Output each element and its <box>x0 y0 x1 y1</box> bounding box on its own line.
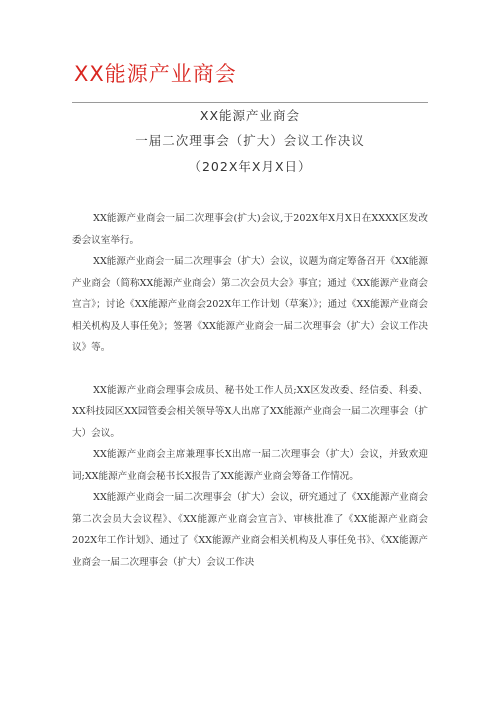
paragraph: XX能源产业商会主席兼理事长X出席一届二次理事会（扩大）会议，并致欢迎词;XX能源产业商会秘书长X报告了XX能源产业商会筹备工作情况。 <box>72 449 428 482</box>
org-title: XX能源产业商会 <box>74 62 237 86</box>
paragraph: XX能源产业商会一届二次理事会(扩大)会议,于202X年X月X日在XXXX区发改委会议室举行。 <box>72 213 428 246</box>
paragraph: XX能源产业商会理事会成员、秘书处工作人员;XX区发改委、经信委、科委、XX科技园区XX园管委会相关领导等X人出席了XX能源产业商会一届二次理事会（扩大）会议。 <box>72 384 428 439</box>
doc-org-name: XX能源产业商会 <box>199 108 301 123</box>
document-body <box>72 208 428 573</box>
doc-date-line: （202X年X月X日） <box>188 159 312 174</box>
doc-meeting-title: 一届二次理事会（扩大）会议工作决议 <box>135 133 365 148</box>
header-divider <box>72 102 428 103</box>
paragraph: XX能源产业商会一届二次理事会（扩大）会议，研究通过了《XX能源产业商会第二次会员大会议程》、《XX能源产业商会宣言》、审核批准了《XX能源产业商会202X年工作计划》、通过了《XX能源产业商会相关机构及人事任免书》、《XX能源产业商会一届二次理事会（扩大）会议工作决 <box>72 492 428 568</box>
paragraph: XX能源产业商会一届二次理事会（扩大）会议，议题为商定筹备召开《XX能源产业商会（简称XX能源产业商会）第二次会员大会》事宜；通过《XX能源产业商会宣言》；讨论《XX能源产业商会202X年工作计划（草案）》；通过《XX能源产业商会相关机构及人事任免》；签署《XX能源产业商会一届二次理事会（扩大）会议工作决议》等。 <box>72 256 428 353</box>
